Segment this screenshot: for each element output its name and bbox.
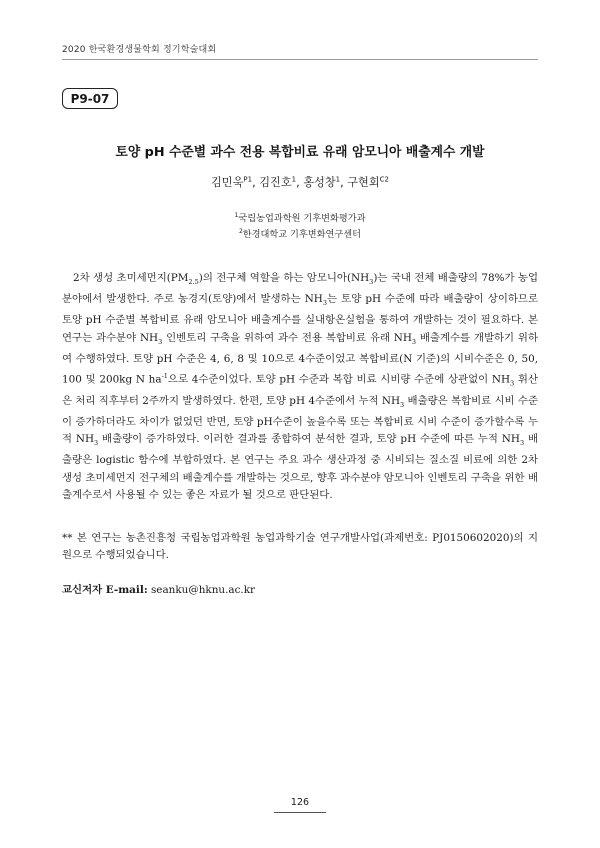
abstract-text: 배출량은 복합비료 시비 수준이 증가하더라도 차이가 없었던 반면, 토양 pH수준이 높을수록 또는 복합비료 시비 수준이 증가할수록 누적 NH (62, 394, 538, 446)
subscript: 3 (411, 337, 417, 346)
page-number-underline (274, 812, 326, 813)
author-mark: 1 (291, 175, 297, 184)
subscript: 2.5 (188, 278, 199, 287)
corresponding-author (62, 581, 538, 596)
abstract-text: 으로 4수준이었다. 토양 pH 수준과 복합 비료 시비량 수준에 상관없이 NH (167, 373, 511, 386)
author-name: 김진호 (259, 176, 292, 189)
author-separator: , (252, 176, 260, 189)
author-mark: C2 (379, 175, 390, 184)
subscript: 3 (369, 278, 374, 287)
author-name: 구현회 (347, 176, 380, 189)
abstract-text: 는 토양 pH 수준에 따라 배출량이 상이하므로 토양 pH 수준별 복합비료 유래 암모니아 배출계수를 실내항온실험을 통하여 개발하는 것이 필요하다. 본 연구는 과수분야 NH (62, 293, 538, 344)
subscript: 3 (158, 337, 163, 346)
abstract-text: 배출량이 증가하였다. 이러한 결과를 종합하여 분석한 결과, 토양 pH 수준에 따른 누적 NH (98, 433, 520, 446)
affiliation-1 (62, 210, 538, 224)
contact-label: 교신저자 E-mail: (62, 584, 148, 596)
running-header: 2020 한국환경생물학회 정기학술대회 (62, 45, 217, 55)
subscript: 3 (519, 439, 525, 448)
abstract-text: 배출량은 logistic 함수에 부합하였다. 본 연구는 주요 과수 생산과정 중 시비되는 질소질 비료에 의한 2차 생성 초미세먼지 전구체의 배출계수를 개발하는 것으로, 향후 과수분야 암모니아 인벤토리 구축을 위한 배출계수로서 사용될 수 있는 좋은 자료가 될 것으로 판단된다. (62, 433, 538, 501)
poster-code-badge: P9-07 (62, 88, 118, 109)
abstract-text: 2차 생성 초미세먼지(PM (73, 272, 189, 284)
page-number: 126 (290, 797, 310, 808)
author-mark: 1 (335, 175, 341, 184)
author-separator: , (340, 176, 348, 189)
abstract-text: )는 국내 전체 배출량의 78%가 농업분야에서 발생한다. 주로 농경지(토양)에서 발생하는 NH (62, 272, 538, 306)
author-name: 김민욱 (210, 176, 244, 189)
subscript: 3 (400, 400, 405, 409)
abstract-body (62, 270, 538, 504)
subscript: 3 (322, 299, 328, 308)
affiliation-2 (62, 226, 538, 240)
subscript: 3 (94, 439, 99, 448)
affiliation-text: 한경대학교 기후변화연구센터 (242, 229, 362, 240)
author-separator: , (296, 176, 304, 189)
author-mark: P1 (243, 175, 253, 184)
author-name: 홍성창 (303, 176, 336, 189)
abstract-text: 인벤토리 구축을 위하여 과수 전용 복합비료 유래 NH (162, 331, 412, 344)
subscript: 3 (510, 379, 515, 388)
contact-email: seanku@hknu.ac.kr (150, 584, 255, 596)
abstract-text: 휘산은 처리 직후부터 2주까지 발생하였다. 한편, 토양 pH 4수준에서 누적 NH (62, 373, 538, 407)
affiliation-mark: 2 (238, 227, 243, 235)
acknowledgment: ** 본 연구는 농촌진흥청 국립농업과학원 농업과학기술 연구개발사업(과제번호: PJ0150602020)의 지원으로 수행되었습니다. (62, 532, 538, 561)
abstract-text: 배출계수를 개발하기 위하여 수행하였다. 토양 pH 수준은 4, 6, 8 및 10으로 4수준이었고 복합비료(N 기준)의 시비수준은 0, 50, 100 및 200kg N ha (62, 331, 538, 386)
affiliation-text: 국립농업과학원 기후변화평가과 (238, 213, 366, 224)
paper-title: 토양 pH 수준별 과수 전용 복합비료 유래 암모니아 배출계수 개발 (115, 145, 485, 160)
superscript: -1 (161, 372, 168, 381)
header-divider (62, 59, 538, 60)
author-list (62, 174, 538, 190)
affiliation-mark: 1 (234, 211, 239, 219)
abstract-text: )의 전구체 역할을 하는 암모니아(NH (198, 272, 370, 284)
